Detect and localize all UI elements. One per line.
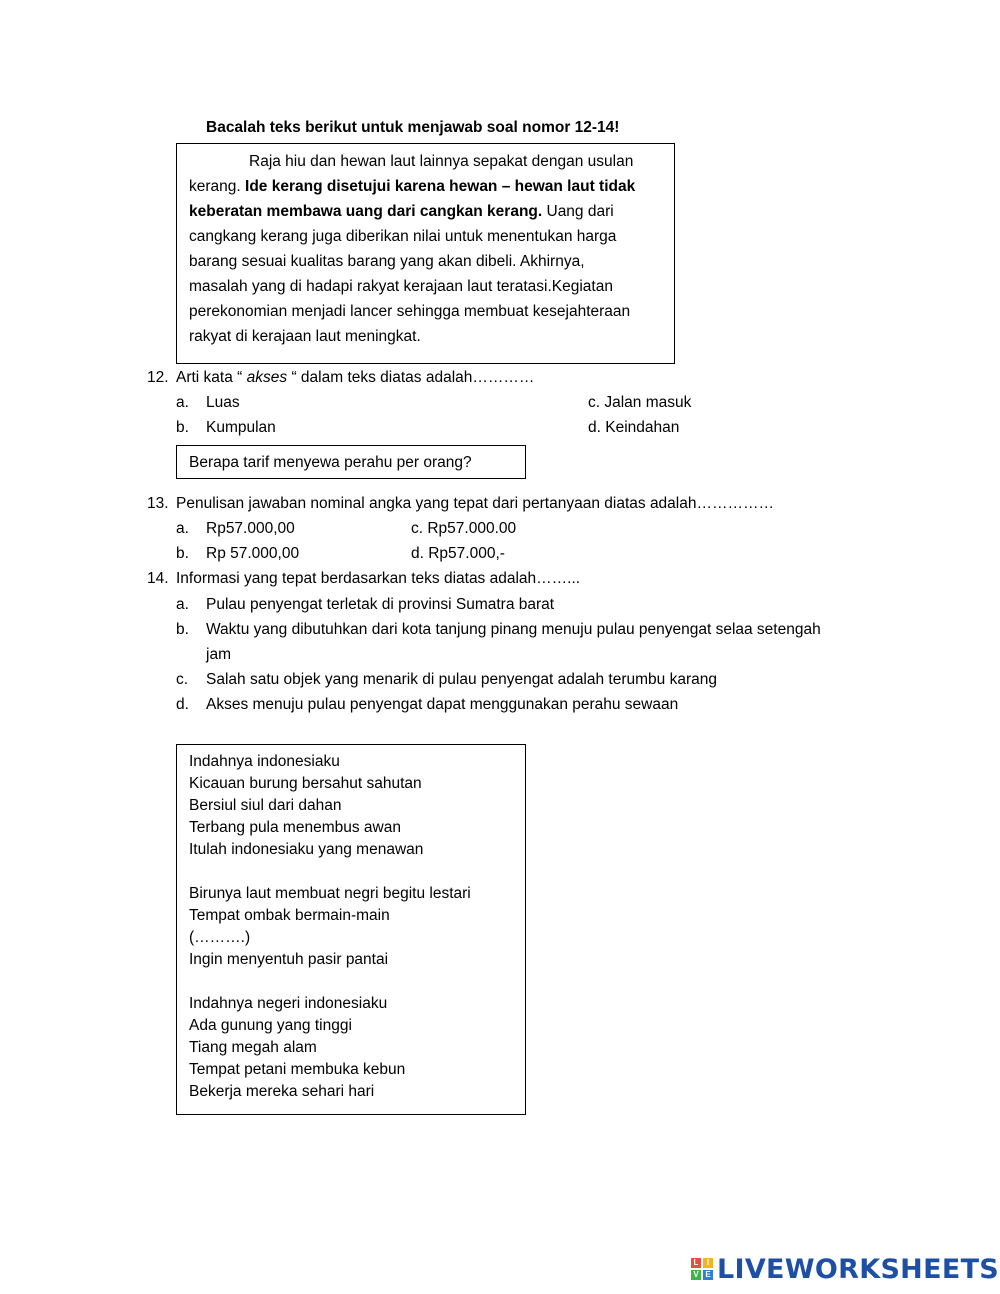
q14-option-a[interactable]: Pulau penyengat terletak di provinsi Sumatra barat — [206, 596, 555, 613]
question-13-number: 13. — [147, 495, 169, 512]
poem-line: Terbang pula menembus awan — [189, 819, 401, 836]
passage-line: kerang. Ide kerang disetujui karena hewan – hewan laut tidak — [189, 178, 636, 195]
poem-line: Bekerja mereka sehari hari — [189, 1083, 375, 1100]
passage-line: Raja hiu dan hewan laut lainnya sepakat dengan usulan — [249, 153, 634, 170]
q14-option-b[interactable]: Waktu yang dibutuhkan dari kota tanjung pinang menuju pulau penyengat selaa setengah — [206, 621, 821, 638]
question-14-text: Informasi yang tepat berdasarkan teks diatas adalah……... — [176, 570, 581, 587]
q12-option-a[interactable]: Luas — [206, 394, 240, 411]
q12-option-b[interactable]: Kumpulan — [206, 419, 276, 436]
poem-line: Tempat petani membuka kebun — [189, 1061, 406, 1078]
logo-mark-i: I — [703, 1258, 713, 1268]
poem-line: Indahnya negeri indonesiaku — [189, 995, 388, 1012]
question-14-number: 14. — [147, 570, 169, 587]
question-13-text: Penulisan jawaban nominal angka yang tepat dari pertanyaan diatas adalah…………… — [176, 495, 774, 512]
question-box-text: Berapa tarif menyewa perahu per orang? — [189, 454, 472, 471]
passage-line: masalah yang di hadapi rakyat kerajaan laut teratasi.Kegiatan — [189, 278, 613, 295]
poem-box — [176, 744, 526, 1115]
q14-option-c-letter: c. — [176, 671, 189, 688]
passage-line: barang sesuai kualitas barang yang akan dibeli. Akhirnya, — [189, 253, 585, 270]
liveworksheets-logo — [691, 1252, 999, 1286]
poem-blank-line[interactable]: (……….) — [189, 929, 251, 946]
logo-mark-icon — [691, 1258, 713, 1280]
instruction-heading: Bacalah teks berikut untuk menjawab soal nomor 12-14! — [206, 119, 620, 136]
q14-option-b-continuation[interactable]: jam — [206, 646, 231, 663]
q12-option-c[interactable]: c. Jalan masuk — [588, 394, 692, 411]
passage-box — [176, 143, 675, 364]
poem-line: Birunya laut membuat negri begitu lestari — [189, 885, 471, 902]
q14-option-c[interactable]: Salah satu objek yang menarik di pulau penyengat adalah terumbu karang — [206, 671, 717, 688]
poem-line: Indahnya indonesiaku — [189, 753, 340, 770]
logo-text: LIVEWORKSHEETS — [717, 1253, 1000, 1285]
question-box — [176, 445, 526, 479]
passage-line: perekonomian menjadi lancer sehingga membuat kesejahteraan — [189, 303, 631, 320]
poem-line: Tiang megah alam — [189, 1039, 317, 1056]
poem-line: Tempat ombak bermain-main — [189, 907, 390, 924]
q14-option-b-letter: b. — [176, 621, 189, 638]
q12-option-b-letter: b. — [176, 419, 189, 436]
passage-line: cangkang kerang juga diberikan nilai untuk menentukan harga — [189, 228, 617, 245]
logo-mark-e: E — [703, 1270, 713, 1280]
poem-line: Ingin menyentuh pasir pantai — [189, 951, 389, 968]
poem-line: Itulah indonesiaku yang menawan — [189, 841, 424, 858]
logo-mark-v: V — [691, 1270, 701, 1280]
q13-option-a-letter: a. — [176, 520, 189, 537]
q12-option-d[interactable]: d. Keindahan — [588, 419, 680, 436]
q12-option-a-letter: a. — [176, 394, 189, 411]
q14-option-d-letter: d. — [176, 696, 189, 713]
question-12-text: Arti kata “ akses “ dalam teks diatas adalah………… — [176, 369, 535, 386]
q14-option-d[interactable]: Akses menuju pulau penyengat dapat menggunakan perahu sewaan — [206, 696, 679, 713]
q13-option-b[interactable]: Rp 57.000,00 — [206, 545, 300, 562]
question-12-number: 12. — [147, 369, 169, 386]
q14-option-a-letter: a. — [176, 596, 189, 613]
q13-option-a[interactable]: Rp57.000,00 — [206, 520, 295, 537]
poem-line: Kicauan burung bersahut sahutan — [189, 775, 422, 792]
q13-option-c[interactable]: c. Rp57.000.00 — [411, 520, 517, 537]
poem-line: Bersiul siul dari dahan — [189, 797, 342, 814]
logo-mark-l: L — [691, 1258, 701, 1268]
q13-option-d[interactable]: d. Rp57.000,- — [411, 545, 505, 562]
q13-option-b-letter: b. — [176, 545, 189, 562]
passage-line: rakyat di kerajaan laut meningkat. — [189, 328, 421, 345]
poem-line: Ada gunung yang tinggi — [189, 1017, 352, 1034]
passage-line: keberatan membawa uang dari cangkan kerang. Uang dari — [189, 203, 614, 220]
